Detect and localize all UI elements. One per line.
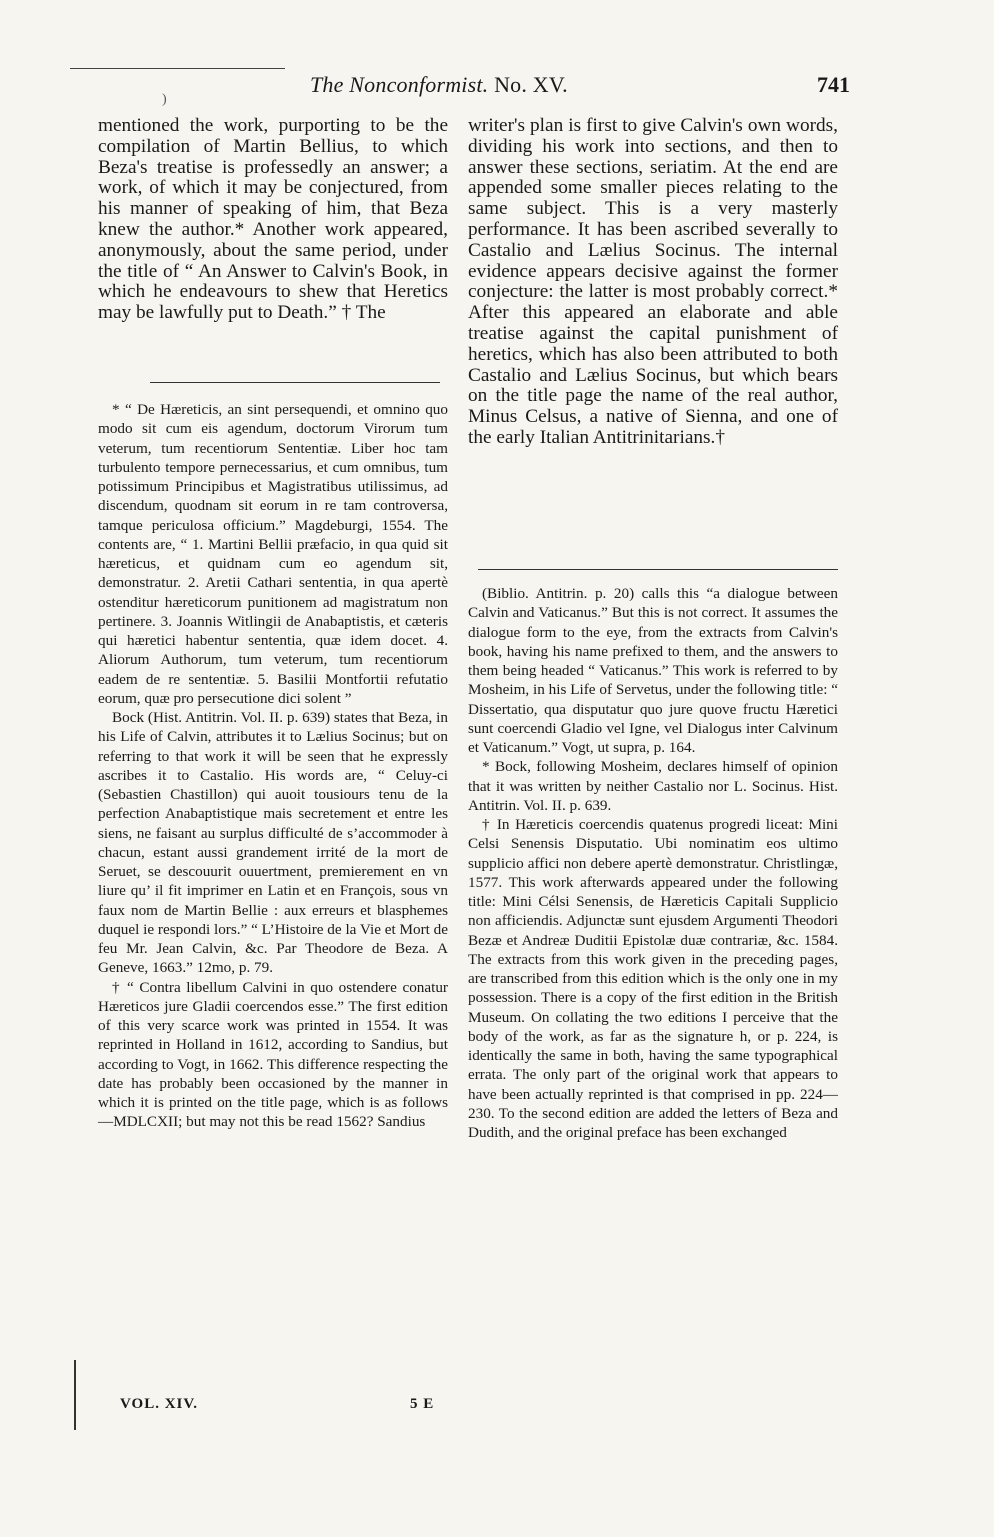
- page-number: 741: [817, 72, 850, 97]
- main-paragraph-right: writer's plan is first to give Calvin's own words, dividing his work into sections, and then to answer these sections, seriatim. At the end are appended some smaller pieces relating to the same subject. This is a very masterly performance. It has been ascribed severally to Castalio and Lælius Socinus. The internal evidence appears decisive against the former conjecture: the latter is most probably correct.* After this appeared an elaborate and able treatise against the capital punishment of heretics, which has also been attributed to both Castalio and Lælius Socinus, but which bears on the title page the name of the real author, Minus Celsus, a native of Sienna, and one of the early Italian Antitrinitarians.†: [468, 115, 838, 448]
- running-header: [70, 70, 850, 102]
- footnote: † In Hæreticis coercendis quatenus progredi liceat: Mini Celsi Senensis Disputatio. Ubi nominatim eos ultimo supplicio affici non debere apertè demonstratur. Christlingæ, 1577. This work afterwards appeared under the following title: Mini Célsi Senensis, de Hæreticis Capitali Supplicio non afficiendis. Adjunctæ sunt ejusdem Argumenti Theodori Bezæ et Andreæ Duditii Epistolæ duæ contrariæ, &c. 1584. The extracts from this work given in the preceding pages, are transcribed from this edition which is the only one in my possession. There is a copy of the first edition in the British Museum. On collating the two editions I perceive that the body of the work, as far as the signature h, or p. 224, is identically the same in both, having the same typographical errata. The only part of the original work that appears to have been actually reprinted is that comprised in pp. 224—230. To the second edition are added the letters of Beza and Dudith, and the original preface has been exchanged: [468, 816, 838, 1141]
- main-paragraph-left: mentioned the work, purporting to be the compilation of Martin Bellius, to which Beza's treatise is professedly an answer; a work, of which it may be conjectured, from his manner of speaking of him, that Beza knew the author.* Another work appeared, anonymously, about the same period, under the title of “ An Answer to Calvin's Book, in which he endeavours to shew that Heretics may be lawfully put to Death.” † The: [98, 115, 448, 324]
- main-text-left-column: [98, 116, 448, 324]
- journal-title: The Nonconformist.: [310, 72, 489, 97]
- volume-label: VOL. XIV.: [120, 1396, 199, 1412]
- footnote-rule-right: [478, 569, 838, 570]
- footnote-rule-left: [150, 382, 440, 383]
- footnote: * “ De Hæreticis, an sint persequendi, et omnino quo modo sit cum eis agendum, doctorum Virorum tum veterum, tum recentiorum Sententiæ. Liber hoc tam turbulento tempore pernecessarius, et cum omnibus, tum potissimum Principibus et Magistratibus utilissimus, ad discendum, quodnam sit eorum in re tam controversa, tamque periculosa officium.” Magdeburgi, 1554. The contents are, “ 1. Martini Bellii præfacio, in qua quid sit hæreticus, et quidnam cum eo agendum sit, demonstratur. 2. Aretii Cathari sententia, in qua apertè ostenditur hæreticorum punitionem ad magistratum non pertinere. 3. Joannis Witlingii de Anabaptistis, et cæteris qui hæretici habentur sententia, quæ idem docet. 4. Aliorum Authorum, tum veterum, tum recentiorum eadem de re sententiæ. 5. Basilii Montfortii refutatio eorum, quæ pro persecutione dici solent ”: [98, 401, 448, 707]
- margin-mark: [74, 1360, 76, 1430]
- signature-mark: 5 E: [410, 1396, 435, 1412]
- footnotes-left-column: [98, 400, 448, 1132]
- running-title: [310, 72, 568, 98]
- footnotes-right-column: [468, 584, 838, 1142]
- issue-number: No. XV.: [494, 72, 568, 97]
- main-text-right-column: [468, 116, 838, 449]
- header-rule: [70, 68, 285, 69]
- footnote: * Bock, following Mosheim, declares himself of opinion that it was written by neither Castalio nor L. Socinus. Hist. Antitrin. Vol. II. p. 639.: [468, 758, 838, 814]
- footnote: Bock (Hist. Antitrin. Vol. II. p. 639) states that Beza, in his Life of Calvin, attributes it to Lælius Socinus; but on referring to that work it will be seen that he expressly ascribes it to Castalio. His words are, “ Celuy-ci (Sebastien Chastillon) qui auoit tousiours tenu de la perfection Anabaptistique mais secretement et entre les siens, ne faisant au surplus difficulté de s’accommoder à chacun, estant aussi grandement irrité de la mort de Seruet, se descouurit ouuertment, premierement en vn liure qu’ il fit imprimer en Latin et en François, sous vn faux nom de Martin Bellie : aux erreurs et blasphemes duquel ie respondi lors.” “ L’Histoire de la Vie et Mort de feu Mr. Jean Calvin, &c. Par Theodore de Beza. A Geneve, 1663.” 12mo, p. 79.: [98, 709, 449, 977]
- footnote: (Biblio. Antitrin. p. 20) calls this “a dialogue between Calvin and Vaticanus.” But this is not correct. It assumes the dialogue form to the eye, from the extracts from Calvin's book, having his name prefixed to them, and the answers to them being headed “ Vaticanus.” This work is referred to by Mosheim, in his Life of Servetus, under the following title: “ Dissertatio, qua disputatur quo jure quove fructu Hæretici sunt coercendi Gladio vel Igne, vel Dialogus inter Calvinum et Vaticanum.” Vogt, ut supra, p. 164.: [468, 585, 838, 756]
- footnote: † “ Contra libellum Calvini in quo ostendere conatur Hæreticos jure Gladii coercendos esse.” The first edition of this very scarce work was printed in 1554. It was reprinted in Holland in 1612, according to Sandius, but according to Vogt, in 1662. This difference respecting the date has probably been occasioned by the manner in which it is printed on the title page, which is as follows—MDLCXII; but may not this be read 1562? Sandius: [98, 978, 448, 1131]
